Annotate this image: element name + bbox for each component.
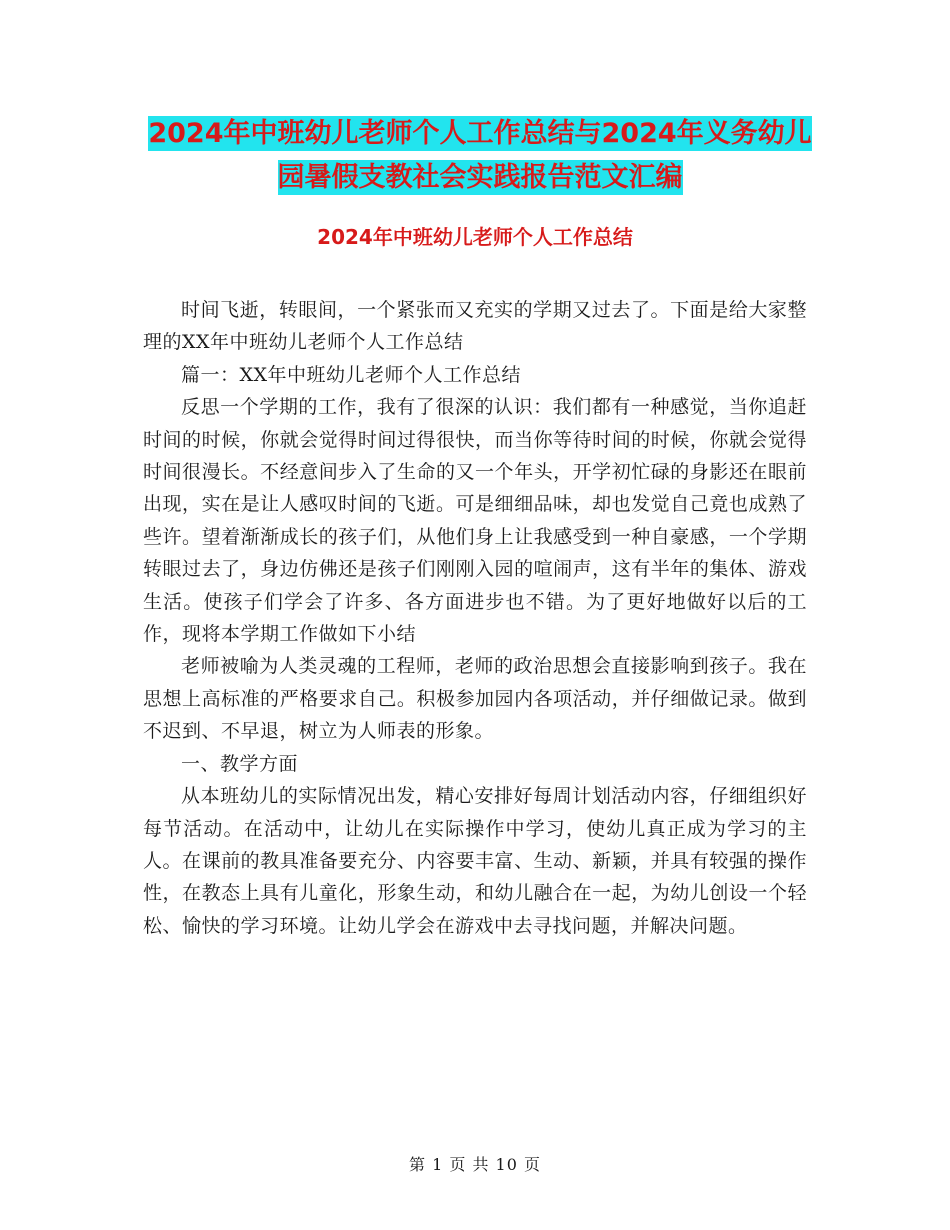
paragraph-teacher-role: 老师被喻为人类灵魂的工程师，老师的政治思想会直接影响到孩子。我在思想上高标准的严格要求自己。积极参加园内各项活动，并仔细做记录。做到不迟到、不早退，树立为人师表的形象。 xyxy=(143,655,807,743)
document-title xyxy=(140,112,820,200)
title-line-1: 2024年中班幼儿老师个人工作总结与2024年义务幼儿 xyxy=(148,118,812,149)
section-title: 2024年中班幼儿老师个人工作总结 xyxy=(317,225,633,249)
paragraph-teaching: 从本班幼儿的实际情况出发，精心安排好每周计划活动内容，仔细组织好每节活动。在活动中，让幼儿在实际操作中学习，使幼儿真正成为学习的主人。在课前的教具准备要充分、内容要丰富、生动、新颖，并具有较强的操作性，在教态上具有儿童化，形象生动，和幼儿融合在一起，为幼儿创设一个轻松、愉快的学习环境。让幼儿学会在游戏中去寻找问题，并解决问题。 xyxy=(143,785,807,937)
page-footer: 第 1 页 共 10 页 xyxy=(409,1155,541,1174)
title-line-2: 园暑假支教社会实践报告范文汇编 xyxy=(277,162,683,193)
paragraph-intro: 时间飞逝，转眼间，一个紧张而又充实的学期又过去了。下面是给大家整理的XX年中班幼儿老师个人工作总结 xyxy=(143,299,807,354)
paragraph-reflection: 反思一个学期的工作，我有了很深的认识：我们都有一种感觉，当你追赶时间的时候，你就会觉得时间过得很快，而当你等待时间的时候，你就会觉得时间很漫长。不经意间步入了生命的又一个年头，开学初忙碌的身影还在眼前出现，实在是让人感叹时间的飞逝。可是细细品味，却也发觉自己竟也成熟了些许。望着渐渐成长的孩子们，从他们身上让我感受到一种自豪感，一个学期转眼过去了，身边仿佛还是孩子们刚刚入园的喧闹声，这有半年的集体、游戏生活。使孩子们学会了许多、各方面进步也不错。为了更好地做好以后的工作，现将本学期工作做如下小结 xyxy=(143,396,807,646)
paragraph-heading-teaching: 一、教学方面 xyxy=(181,752,299,775)
paragraph-heading-part-one: 篇一：XX年中班幼儿老师个人工作总结 xyxy=(181,363,522,386)
document-body xyxy=(143,294,807,942)
